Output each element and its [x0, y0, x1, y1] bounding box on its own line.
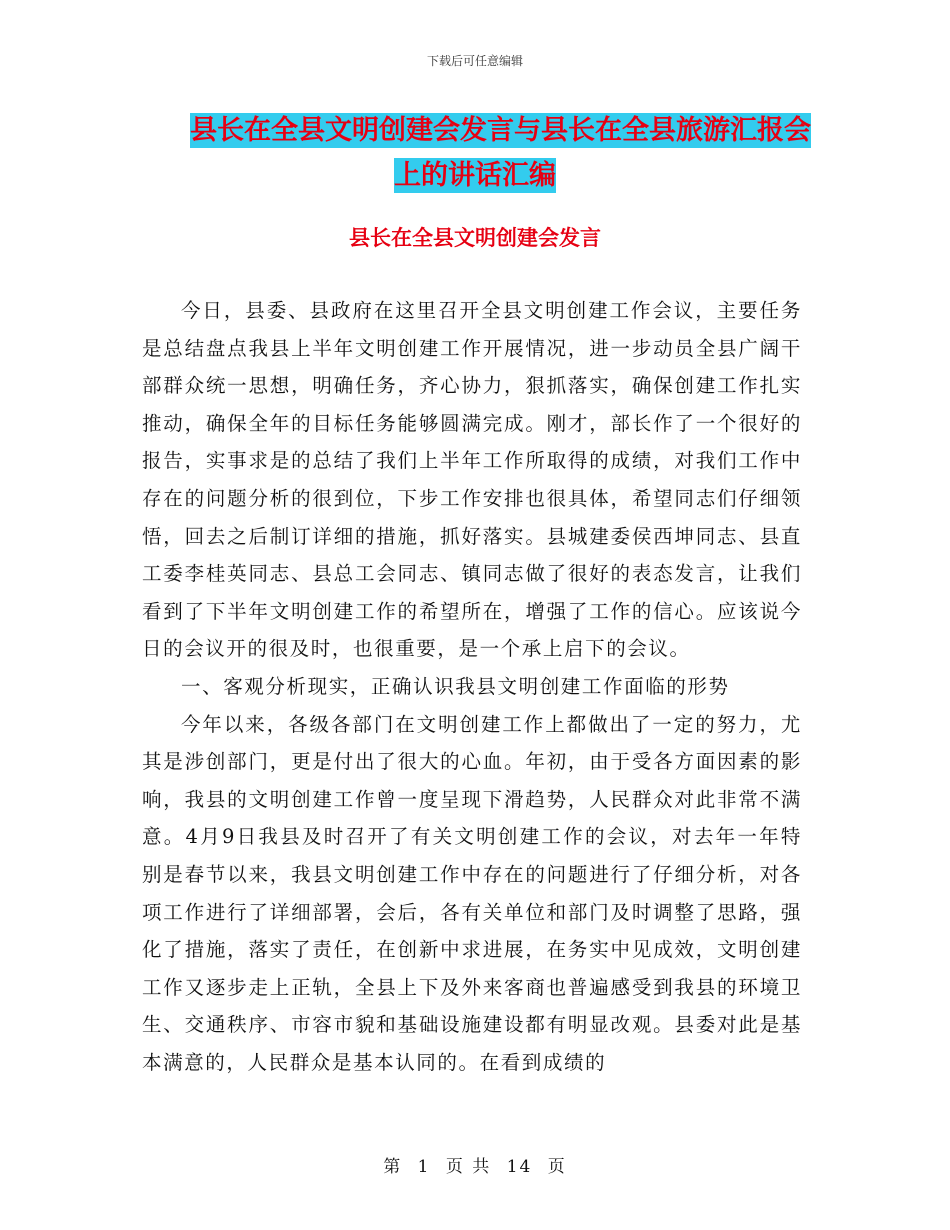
document-body [142, 292, 802, 1081]
document-title-line-2: 上的讲话汇编 [394, 160, 556, 191]
body-paragraph: 今年以来，各级各部门在文明创建工作上都做出了一定的努力，尤其是涉创部门，更是付出了很大的心血。年初，由于受各方面因素的影响，我县的文明创建工作曾一度呈现下滑趋势，人民群众对此非常不满意。4月9日我县及时召开了有关文明创建工作的会议，对去年一年特别是春节以来，我县文明创建工作中存在的问题进行了仔细分析，对各项工作进行了详细部署，会后，各有关单位和部门及时调整了思路，强化了措施，落实了责任，在创新中求进展，在务实中见成效，文明创建工作又逐步走上正轨，全县上下及外来客商也普遍感受到我县的环境卫生、交通秩序、市容市貌和基础设施建设都有明显改观。县委对此是基本满意的，人民群众是基本认同的。在看到成绩的 [142, 712, 802, 1074]
page-current: 1 [417, 1157, 431, 1177]
page-label-mid: 页 共 [445, 1157, 492, 1177]
page-total: 14 [506, 1157, 533, 1177]
header-note: 下载后可任意编辑 [426, 54, 523, 68]
section-title: 县长在全县文明创建会发言 [349, 226, 601, 250]
document-title-line-1: 县长在全县文明创建会发言与县长在全县旅游汇报会 [190, 115, 811, 146]
body-heading: 一、客观分析现实，正确认识我县文明创建工作面临的形势 [181, 674, 730, 698]
page-label-suffix: 页 [547, 1157, 567, 1177]
page-footer [0, 1152, 950, 1177]
document-title [190, 108, 810, 198]
body-paragraph: 今日，县委、县政府在这里召开全县文明创建工作会议，主要任务是总结盘点我县上半年文明创建工作开展情况，进一步动员全县广阔干部群众统一思想，明确任务，齐心协力，狠抓落实，确保创建工作扎实推动，确保全年的目标任务能够圆满完成。刚才，部长作了一个很好的报告，实事求是的总结了我们上半年工作所取得的成绩，对我们工作中存在的问题分析的很到位，下步工作安排也很具体，希望同志们仔细领悟，回去之后制订详细的措施，抓好落实。县城建委侯西坤同志、县直工委李桂英同志、县总工会同志、镇同志做了很好的表态发言，让我们看到了下半年文明创建工作的希望所在，增强了工作的信心。应该说今日的会议开的很及时，也很重要，是一个承上启下的会议。 [142, 299, 802, 661]
page-label-prefix: 第 [383, 1157, 403, 1177]
